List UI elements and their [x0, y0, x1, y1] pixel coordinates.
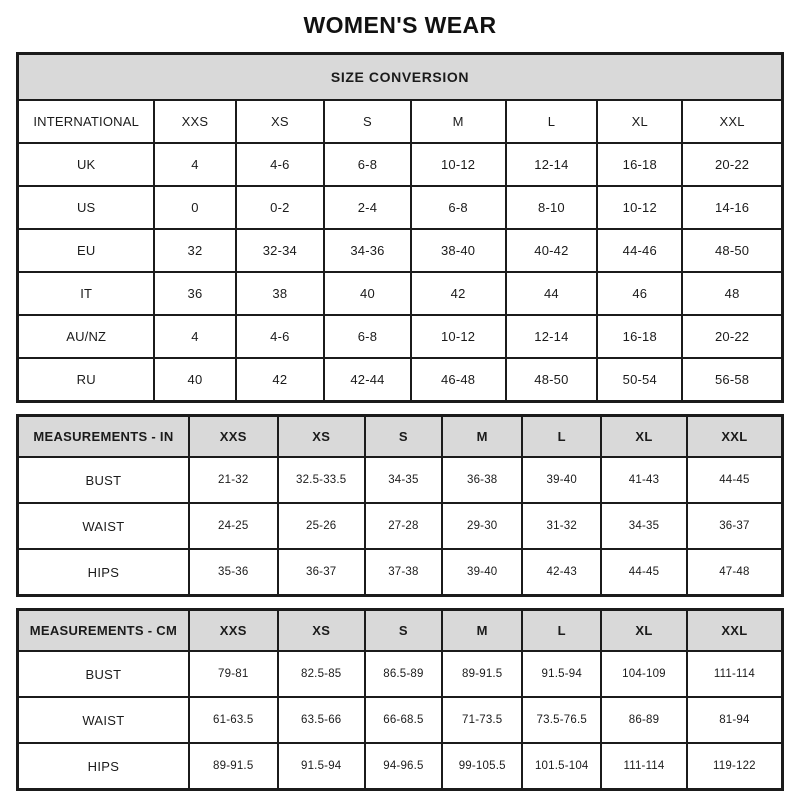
measurement-cell: 79-81 — [189, 651, 278, 697]
size-cell: 4 — [154, 315, 235, 358]
column-header: L — [522, 610, 601, 652]
measurement-cell: 94-96.5 — [365, 743, 442, 790]
page-title: WOMEN'S WEAR — [303, 12, 497, 38]
size-cell: 40-42 — [506, 229, 598, 272]
measurement-cell: 47-48 — [687, 549, 783, 596]
size-cell: 4 — [154, 143, 235, 186]
measurement-cell: 86-89 — [601, 697, 687, 743]
size-cell: 44 — [506, 272, 598, 315]
measurement-cell: 81-94 — [687, 697, 783, 743]
measurement-cell: 119-122 — [687, 743, 783, 790]
measurement-cell: 111-114 — [601, 743, 687, 790]
column-header: XS — [278, 610, 365, 652]
size-cell: 50-54 — [597, 358, 682, 402]
measurement-cell: 35-36 — [189, 549, 278, 596]
table-row — [18, 549, 783, 596]
table-row — [18, 229, 783, 272]
size-cell: 4-6 — [236, 315, 325, 358]
size-cell: 2-4 — [324, 186, 410, 229]
size-cell: 14-16 — [682, 186, 782, 229]
measurement-cell: 25-26 — [278, 503, 365, 549]
table-title-row — [18, 54, 783, 101]
size-cell: 56-58 — [682, 358, 782, 402]
size-conversion-table — [16, 52, 784, 403]
column-header: XL — [601, 416, 687, 458]
measurement-cell: 66-68.5 — [365, 697, 442, 743]
column-header: M — [411, 100, 506, 143]
size-cell: 40 — [154, 358, 235, 402]
measurement-cell: 39-40 — [442, 549, 522, 596]
column-header: L — [522, 416, 601, 458]
measurement-cell: 27-28 — [365, 503, 442, 549]
column-header: XS — [236, 100, 325, 143]
measurement-cell: 32.5-33.5 — [278, 457, 365, 503]
size-cell: 48 — [682, 272, 782, 315]
measurement-cell: 29-30 — [442, 503, 522, 549]
size-cell: 10-12 — [411, 315, 506, 358]
measurement-cell: 89-91.5 — [442, 651, 522, 697]
table-title: MEASUREMENTS - CM — [18, 610, 189, 652]
measurement-cell: 73.5-76.5 — [522, 697, 601, 743]
column-header: XXL — [687, 416, 783, 458]
size-cell: 12-14 — [506, 143, 598, 186]
size-cell: 0 — [154, 186, 235, 229]
column-header: M — [442, 610, 522, 652]
size-cell: 8-10 — [506, 186, 598, 229]
measurement-cell: 63.5-66 — [278, 697, 365, 743]
size-cell: 42 — [236, 358, 325, 402]
column-header: XXL — [682, 100, 782, 143]
size-cell: 0-2 — [236, 186, 325, 229]
measurement-cell: 34-35 — [601, 503, 687, 549]
measurements-cm-table — [16, 608, 784, 791]
size-cell: 6-8 — [324, 315, 410, 358]
table-row — [18, 143, 783, 186]
column-header: XXL — [687, 610, 783, 652]
table-row — [18, 186, 783, 229]
column-header: M — [442, 416, 522, 458]
column-header: S — [324, 100, 410, 143]
size-cell: 44-46 — [597, 229, 682, 272]
size-cell: 16-18 — [597, 315, 682, 358]
column-header-row — [18, 100, 783, 143]
table-row — [18, 358, 783, 402]
row-label: BUST — [18, 457, 189, 503]
table-row — [18, 697, 783, 743]
column-header: S — [365, 610, 442, 652]
measurement-cell: 36-38 — [442, 457, 522, 503]
column-header: S — [365, 416, 442, 458]
measurement-cell: 44-45 — [601, 549, 687, 596]
size-cell: 48-50 — [506, 358, 598, 402]
table-row — [18, 315, 783, 358]
size-cell: 16-18 — [597, 143, 682, 186]
measurement-cell: 36-37 — [278, 549, 365, 596]
size-cell: 34-36 — [324, 229, 410, 272]
measurement-cell: 24-25 — [189, 503, 278, 549]
row-label: AU/NZ — [18, 315, 155, 358]
column-header: XL — [601, 610, 687, 652]
column-header: XXS — [189, 416, 278, 458]
table-row — [18, 651, 783, 697]
row-label: HIPS — [18, 549, 189, 596]
size-cell: 38-40 — [411, 229, 506, 272]
size-cell: 6-8 — [324, 143, 410, 186]
row-label: WAIST — [18, 697, 189, 743]
measurement-cell: 37-38 — [365, 549, 442, 596]
row-label: HIPS — [18, 743, 189, 790]
measurement-cell: 44-45 — [687, 457, 783, 503]
row-label: INTERNATIONAL — [18, 100, 155, 143]
size-cell: 48-50 — [682, 229, 782, 272]
row-label: RU — [18, 358, 155, 402]
measurement-cell: 39-40 — [522, 457, 601, 503]
table-row — [18, 457, 783, 503]
measurement-cell: 34-35 — [365, 457, 442, 503]
column-header: XL — [597, 100, 682, 143]
measurements-in-table — [16, 414, 784, 597]
row-label: US — [18, 186, 155, 229]
column-header: XS — [278, 416, 365, 458]
measurement-cell: 86.5-89 — [365, 651, 442, 697]
size-cell: 12-14 — [506, 315, 598, 358]
size-cell: 20-22 — [682, 143, 782, 186]
column-header-row — [18, 416, 783, 458]
measurement-cell: 61-63.5 — [189, 697, 278, 743]
measurement-cell: 111-114 — [687, 651, 783, 697]
column-header: XXS — [189, 610, 278, 652]
size-cell: 40 — [324, 272, 410, 315]
measurement-cell: 41-43 — [601, 457, 687, 503]
size-cell: 4-6 — [236, 143, 325, 186]
row-label: EU — [18, 229, 155, 272]
measurement-cell: 42-43 — [522, 549, 601, 596]
row-label: UK — [18, 143, 155, 186]
measurement-cell: 31-32 — [522, 503, 601, 549]
table-title: MEASUREMENTS - IN — [18, 416, 189, 458]
size-cell: 38 — [236, 272, 325, 315]
size-cell: 32-34 — [236, 229, 325, 272]
measurement-cell: 91.5-94 — [278, 743, 365, 790]
column-header: XXS — [154, 100, 235, 143]
table-row — [18, 743, 783, 790]
measurement-cell: 36-37 — [687, 503, 783, 549]
row-label: BUST — [18, 651, 189, 697]
measurement-cell: 82.5-85 — [278, 651, 365, 697]
row-label: IT — [18, 272, 155, 315]
size-cell: 46-48 — [411, 358, 506, 402]
measurement-cell: 99-105.5 — [442, 743, 522, 790]
measurement-cell: 21-32 — [189, 457, 278, 503]
table-row — [18, 503, 783, 549]
measurement-cell: 71-73.5 — [442, 697, 522, 743]
measurement-cell: 91.5-94 — [522, 651, 601, 697]
size-cell: 20-22 — [682, 315, 782, 358]
size-cell: 10-12 — [597, 186, 682, 229]
measurement-cell: 101.5-104 — [522, 743, 601, 790]
column-header-row — [18, 610, 783, 652]
size-cell: 32 — [154, 229, 235, 272]
measurement-cell: 104-109 — [601, 651, 687, 697]
column-header: L — [506, 100, 598, 143]
size-cell: 42-44 — [324, 358, 410, 402]
size-cell: 10-12 — [411, 143, 506, 186]
row-label: WAIST — [18, 503, 189, 549]
table-row — [18, 272, 783, 315]
size-cell: 42 — [411, 272, 506, 315]
size-cell: 36 — [154, 272, 235, 315]
table-title: SIZE CONVERSION — [18, 54, 783, 101]
size-cell: 6-8 — [411, 186, 506, 229]
measurement-cell: 89-91.5 — [189, 743, 278, 790]
size-cell: 46 — [597, 272, 682, 315]
